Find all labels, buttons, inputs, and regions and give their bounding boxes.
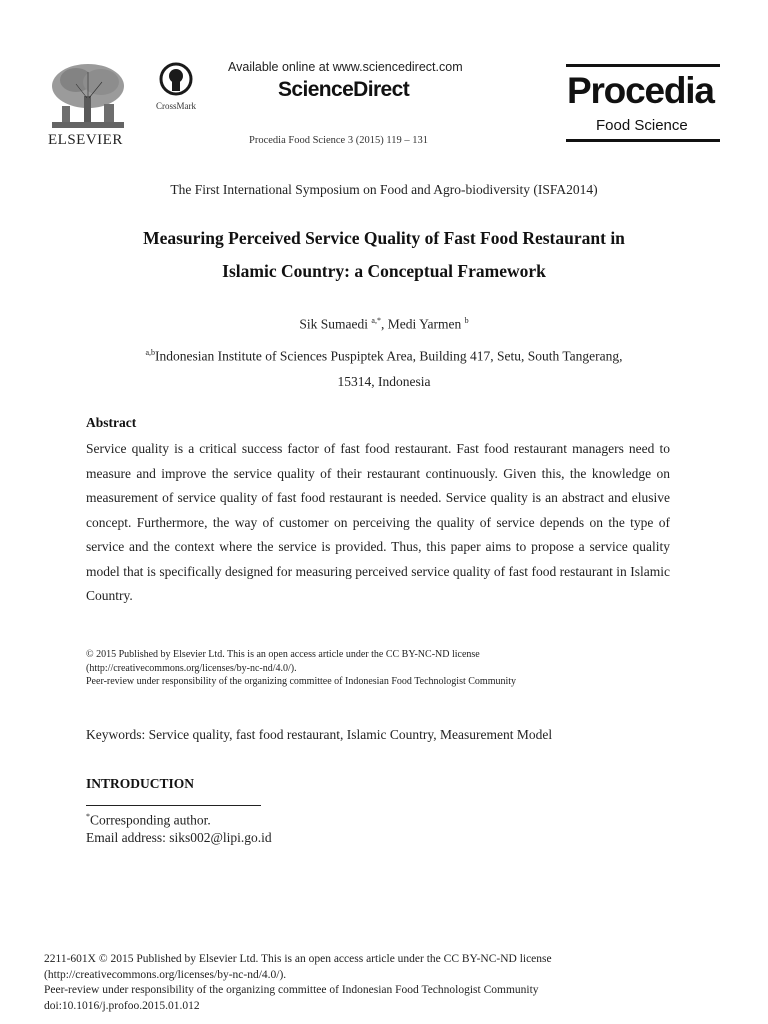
corresponding-author-note: [86, 812, 211, 829]
license-notice: [86, 648, 686, 689]
sciencedirect-wordmark: ScienceDirect: [278, 78, 410, 101]
available-online-text: Available online at www.sciencedirect.com: [228, 60, 463, 74]
elsevier-wordmark: ELSEVIER: [48, 132, 123, 148]
license-link[interactable]: (http://creativecommons.org/licenses/by-nc-nd/4.0/).: [86, 662, 297, 674]
affiliation-line-2: 15314, Indonesia: [337, 373, 431, 389]
keywords: Keywords: Service quality, fast food restaurant, Islamic Country, Measurement Model: [86, 727, 553, 742]
abstract-body: Service quality is a critical success factor of fast food restaurant. Fast food restaurant managers need to measure and improve the service quality of their restaurant continuously. Given this, the knowledge on measurement of service quality of fast food restaurant is needed. Service quality is an abstract and elusive concept. Furthermore, the way of customer on perceiving the quality of service depends on the type of service and the context where the service is provided. Thus, this paper aims to propose a service quality model that is specifically designed for measuring perceived service quality of fast food restaurant in Islamic Country.: [86, 441, 670, 603]
peer-review-note: Peer-review under responsibility of the organizing committee of Indonesian Food Technologist Community: [44, 984, 539, 996]
peer-review-note: Peer-review under responsibility of the organizing committee of Indonesian Food Technologist Community: [86, 676, 517, 687]
footnote-mark: *: [86, 812, 90, 821]
author-name: Medi Yarmen: [387, 316, 462, 332]
affiliation-text: Indonesian Institute of Sciences Puspiptek Area, Building 417, Setu, South Tangerang,: [155, 348, 623, 364]
license-line: © 2015 Published by Elsevier Ltd. This is an open access article under the CC BY-NC-ND license: [86, 649, 480, 660]
author-superscript: a,*: [371, 316, 381, 325]
affiliation: [100, 340, 668, 394]
corresponding-text: Corresponding author.: [90, 812, 211, 828]
email-address[interactable]: Email address: siks002@lipi.go.id: [86, 830, 272, 845]
footnote-divider: [86, 805, 261, 806]
symposium-line: The First International Symposium on Food and Agro-biodiversity (ISFA2014): [170, 182, 598, 197]
journal-logo: [566, 64, 720, 142]
crossmark-icon: [159, 83, 193, 100]
author-superscript: b: [464, 316, 469, 325]
paper-title: [60, 222, 708, 288]
logo-bottom-rule: [566, 139, 720, 142]
author-separator: ,: [380, 316, 388, 332]
license-link[interactable]: (http://creativecommons.org/licenses/by-nc-nd/4.0/).: [44, 968, 287, 981]
abstract-heading: Abstract: [86, 415, 137, 430]
author-name: Sik Sumaedi: [299, 316, 369, 332]
author-list: [0, 316, 768, 333]
title-line-2: Islamic Country: a Conceptual Framework: [222, 261, 546, 281]
procedia-wordmark: Procedia: [567, 70, 714, 111]
doi[interactable]: doi:10.1016/j.profoo.2015.01.012: [44, 999, 200, 1012]
affiliation-line-1: [100, 340, 668, 369]
page-footer: [44, 952, 684, 1014]
crossmark-badge[interactable]: [154, 62, 198, 111]
issn-license-line: 2211-601X © 2015 Published by Elsevier Ltd. This is an open access article under the CC BY-NC-ND license: [44, 953, 552, 965]
journal-subtitle: Food Science: [596, 117, 688, 134]
journal-reference: Procedia Food Science 3 (2015) 119 – 131: [249, 135, 428, 146]
section-heading-introduction: INTRODUCTION: [86, 776, 195, 791]
logo-top-rule: [566, 64, 720, 67]
affiliation-superscript: a,b: [145, 348, 156, 357]
crossmark-label: CrossMark: [156, 101, 196, 111]
title-line-1: Measuring Perceived Service Quality of Fast Food Restaurant in: [143, 228, 625, 248]
